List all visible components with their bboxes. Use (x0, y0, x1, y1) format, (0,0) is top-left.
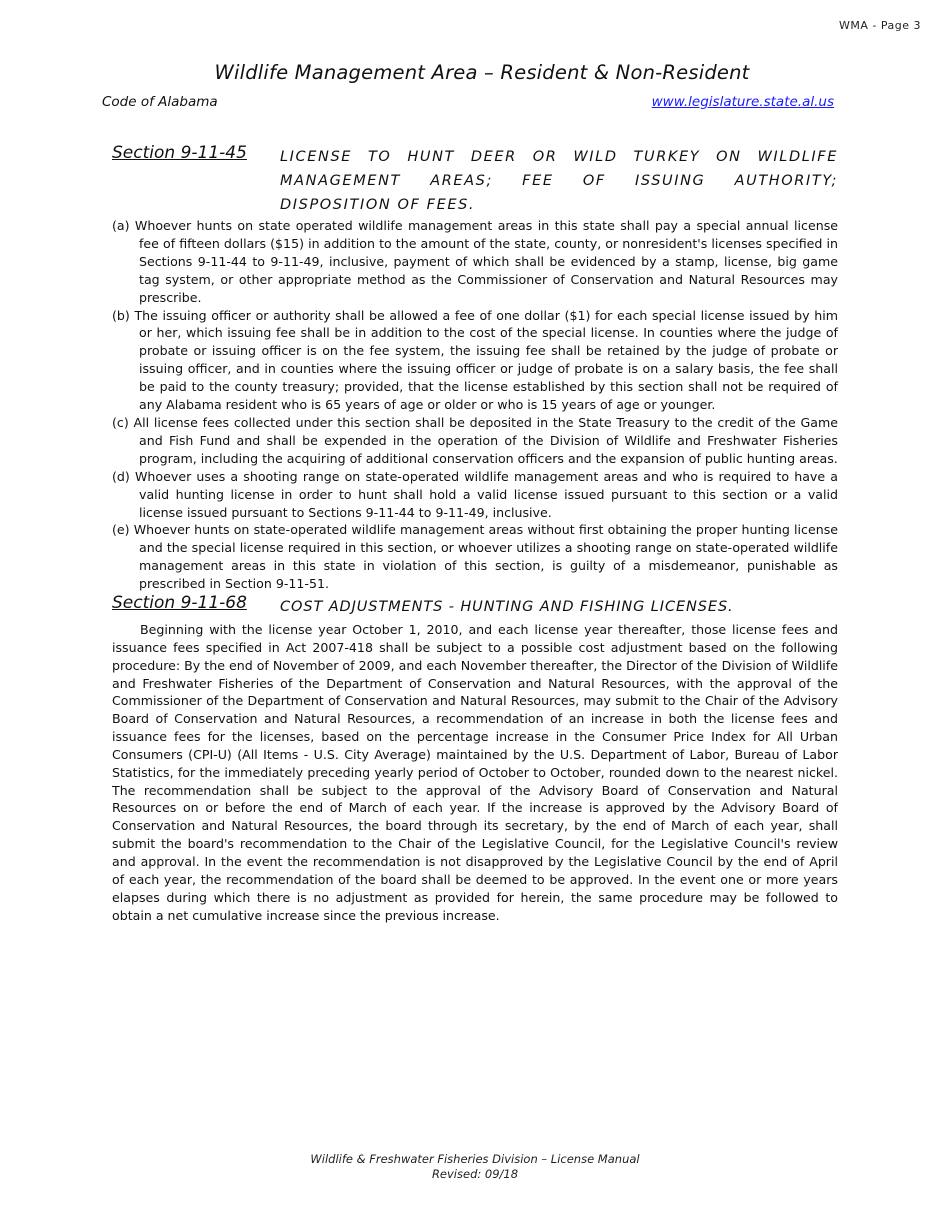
section-heading (112, 143, 838, 215)
subsection-item: (c) All license fees collected under this section shall be deposited in the State Treasury to the credit of the Game and Fish Fund and shall be expended in the operation of the Division of Wildlife and Freshwater Fisheries program, including the acquiring of additional conservation officers and the expansion of public hunting areas. (112, 414, 838, 466)
section-subsections (112, 217, 838, 593)
section-number: Section 9-11-68 (112, 593, 247, 613)
section-title: LICENSE TO HUNT DEER OR WILD TURKEY ON WILDLIFE MANAGEMENT AREAS; FEE OF ISSUING AUTHORITY; DISPOSITION OF FEES. (280, 149, 838, 213)
section-heading (112, 593, 838, 619)
subsection-item: (a) Whoever hunts on state operated wildlife management areas in this state shall pay a special annual license fee of fifteen dollars ($15) in addition to the amount of the state, county, or nonresident's licenses specified in Sections 9-11-44 to 9-11-49, inclusive, payment of which shall be evidenced by a stamp, license, big game tag system, or other appropriate method as the Commissioner of Conservation and Natural Resources may prescribe. (112, 218, 838, 305)
code-source-line (102, 94, 834, 112)
footer-manual-title: Wildlife & Freshwater Fisheries Division – License Manual (310, 1152, 640, 1166)
subsection-item: (d) Whoever uses a shooting range on state-operated wildlife management areas and who is required to have a valid hunting license in order to hunt shall hold a valid license issued pursuant to this section or a valid license issued pursuant to Sections 9-11-44 to 9-11-49, inclusive. (112, 468, 838, 520)
section-paragraph: Beginning with the license year October 1, 2010, and each license year thereafter, those license fees and issuance fees specified in Act 2007-418 shall be subject to a possible cost adjustment based on the following procedure: By the end of November of 2009, and each November thereafter, the Director of the Division of Wildlife and Freshwater Fisheries of the Department of Conservation and Natural Resources, with the approval of the Commissioner of the Department of Conservation and Natural Resources, may submit to the Chair of the Advisory Board of Conservation and Natural Resources, a recommendation of an increase in both the license fees and issuance fees for the licenses, based on the percentage increase in the Consumer Price Index for All Urban Consumers (CPI-U) (All Items - U.S. City Average) maintained by the U.S. Department of Labor, Bureau of Labor Statistics, for the immediately preceding yearly period of October to October, rounded down to the nearest nickel. The recommendation shall be subject to the approval of the Advisory Board of Conservation and Natural Resources on or before the end of March of each year. If the increase is approved by the Advisory Board of Conservation and Natural Resources, the board through its secretary, by the end of March of each year, shall submit the board's recommendation to the Chair of the Legislative Council, for the Legislative Council's review and approval. In the event the recommendation is not disapproved by the Legislative Council by the end of April of each year, the recommendation of the board shall be deemed to be approved. In the event one or more years elapses during which there is no adjustment as provided for herein, the same procedure may be followed to obtain a net cumulative increase since the previous increase. (112, 622, 838, 923)
section-number: Section 9-11-45 (112, 143, 247, 163)
footer-revised-date: Revised: 09/18 (431, 1167, 519, 1181)
page-number: WMA - Page 3 (839, 19, 921, 32)
subsection-item: (b) The issuing officer or authority shall be allowed a fee of one dollar ($1) for each special license issued by him or her, which issuing fee shall be in addition to the cost of the special license. In counties where the judge of probate or issuing officer is on the fee system, the issuing fee shall be retained by the judge of probate or issuing officer, and in counties where the issuing officer or judge of probate is on a salary basis, the fee shall be paid to the county treasury; provided, that the license established by this section shall not be required of any Alabama resident who is 65 years of age or older or who is 15 years of age or younger. (112, 307, 838, 413)
document-title: Wildlife Management Area – Resident & Non-Resident (214, 61, 750, 84)
legislature-link[interactable]: www.legislature.state.al.us (651, 94, 834, 110)
section-title: COST ADJUSTMENTS - HUNTING AND FISHING LICENSES. (280, 599, 734, 615)
code-label: Code of Alabama (102, 94, 218, 110)
page-footer (0, 1152, 950, 1182)
subsection-item: (e) Whoever hunts on state-operated wildlife management areas without first obtaining the proper hunting license and the special license required in this section, or whoever utilizes a shooting range on state-operated wildlife management areas in this state in violation of this section, is guilty of a misdemeanor, punishable as prescribed in Section 9-11-51. (112, 522, 838, 592)
